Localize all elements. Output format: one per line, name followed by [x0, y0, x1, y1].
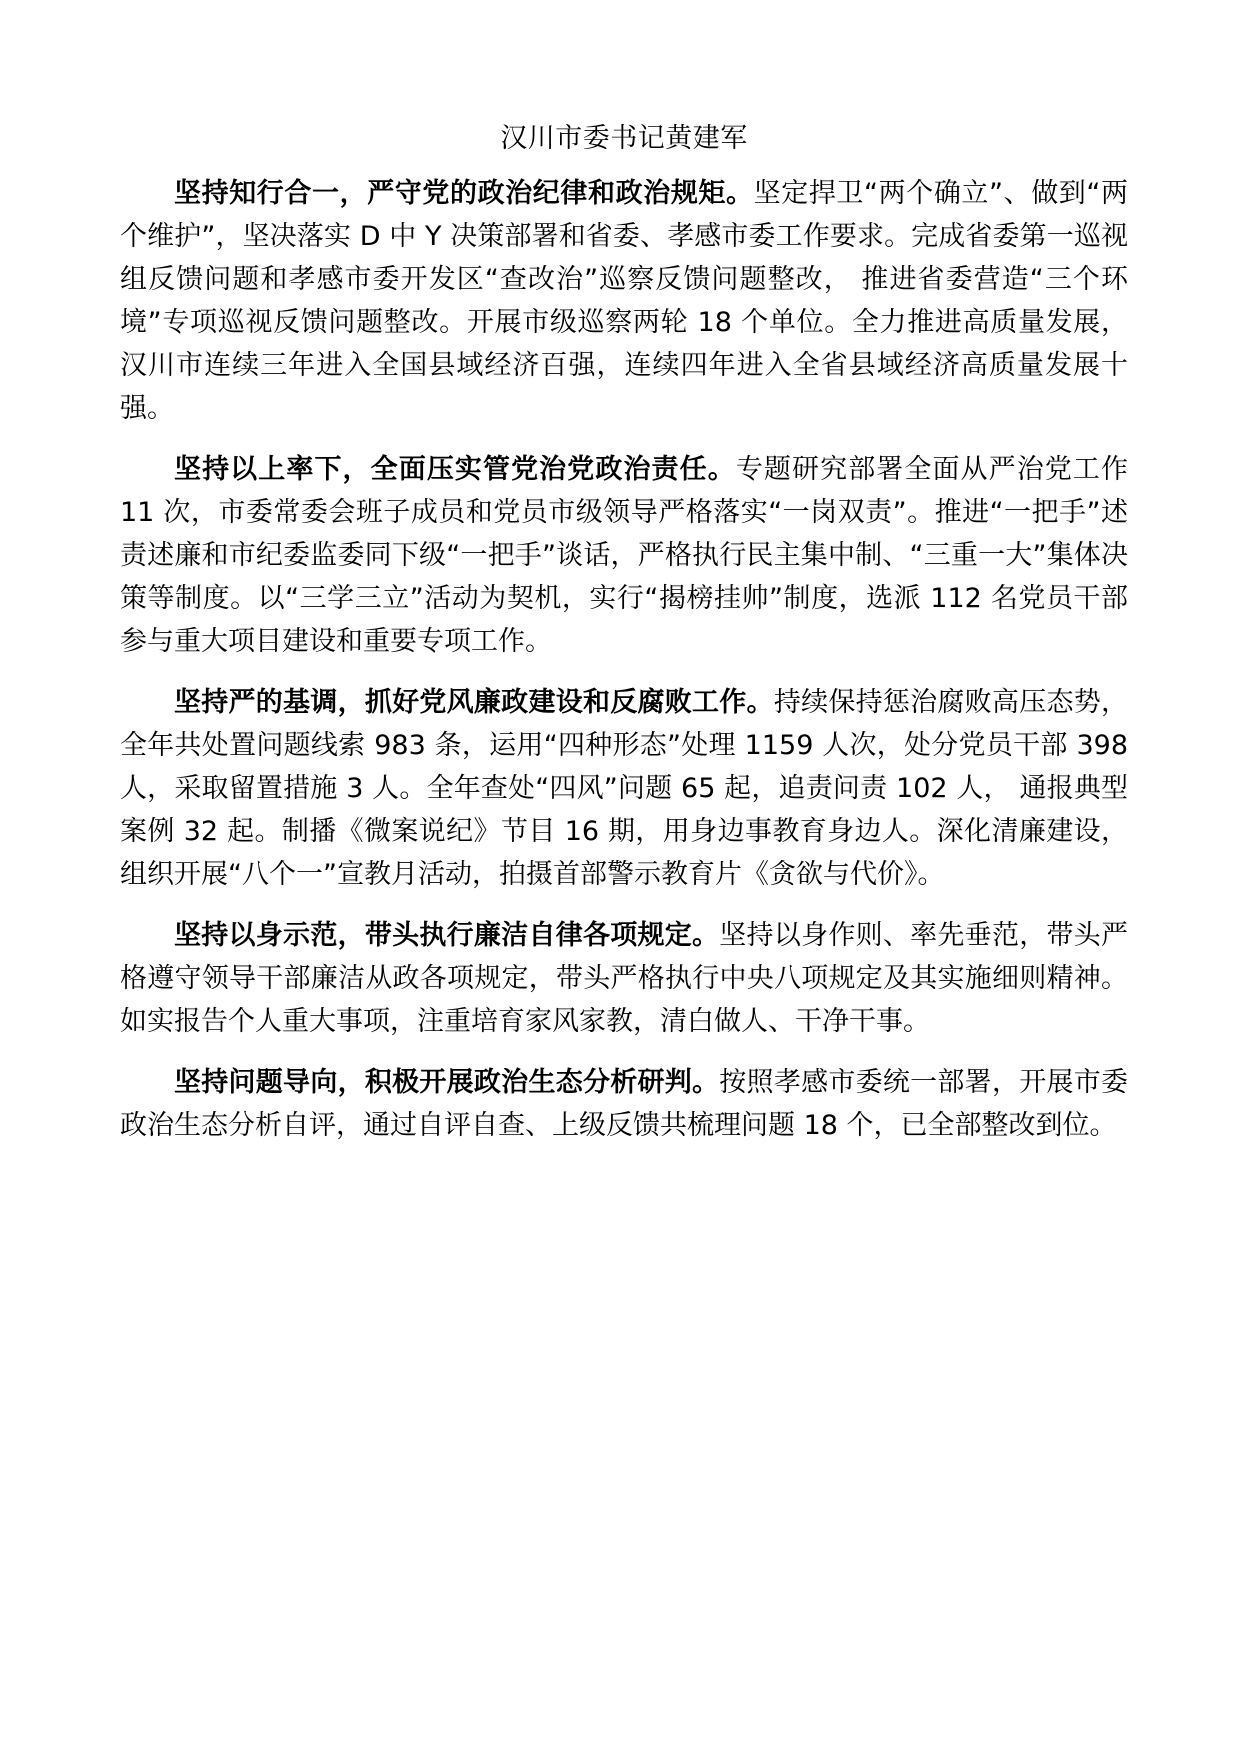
- paragraph-4: [120, 914, 1128, 1043]
- paragraph-1-lead: 坚持知行合一，严守党的政治纪律和政治规矩。: [174, 178, 754, 209]
- paragraph-5-body: 按照孝感市委统一部署，开展市委政治生态分析自评，通过自评自查、上级反馈共梳理问题 18 个，已全部整改到位。: [120, 1067, 1129, 1141]
- paragraph-3: [120, 681, 1128, 896]
- paragraph-2-lead: 坚持以上率下，全面压实管党治党政治责任。: [174, 454, 736, 485]
- paragraph-4-lead: 坚持以身示范，带头执行廉洁自律各项规定。: [174, 920, 720, 951]
- paragraph-4-body: 坚持以身作则、率先垂范，带头严格遵守领导干部廉洁从政各项规定，带头严格执行中央八项规定及其实施细则精神。如实报告个人重大事项，注重培育家风家教，清白做人、干净干事。: [120, 920, 1129, 1037]
- paragraph-3-body: 持续保持惩治腐败高压态势，全年共处置问题线索 983 条，运用“四种形态”处理 1159 人次，处分党员干部 398 人，采取留置措施 3 人。全年查处“四风”问题 65 起，追责问责 102 人， 通报典型案例 32 起。制播《微案说纪》节目 16 期，用身边事教育身边人。深化清廉建设，组织开展“八个一”宣教月活动，拍摄首部警示教育片《贪欲与代价》。: [120, 687, 1129, 890]
- paragraph-2: [120, 448, 1128, 663]
- paragraph-1-body: 坚定捍卫“两个确立”、做到“两个维护”，坚决落实 D 中 Y 决策部署和省委、孝感市委工作要求。完成省委第一巡视组反馈问题和孝感市委开发区“查改治”巡察反馈问题整改， 推进省委营造“三个环境”专项巡视反馈问题整改。开展市级巡察两轮 18 个单位。全力推进高质量发展，汉川市连续三年进入全国县域经济百强，连续四年进入全省县域经济高质量发展十强。: [120, 178, 1129, 424]
- paragraph-3-lead: 坚持严的基调，抓好党风廉政建设和反腐败工作。: [174, 687, 774, 718]
- paragraph-2-body: 专题研究部署全面从严治党工作 11 次，市委常委会班子成员和党员市级领导严格落实“一岗双责”。推进“一把手”述责述廉和市纪委监委同下级“一把手”谈话，严格执行民主集中制、“三重一大”集体决策等制度。以“三学三立”活动为契机，实行“揭榜挂帅”制度，选派 112 名党员干部参与重大项目建设和重要专项工作。: [120, 454, 1129, 657]
- document-page: [120, 112, 1128, 1165]
- paragraph-5: [120, 1061, 1128, 1147]
- paragraph-5-lead: 坚持问题导向，积极开展政治生态分析研判。: [174, 1067, 720, 1098]
- paragraph-1: [120, 172, 1128, 430]
- document-title: 汉川市委书记黄建军: [500, 123, 748, 154]
